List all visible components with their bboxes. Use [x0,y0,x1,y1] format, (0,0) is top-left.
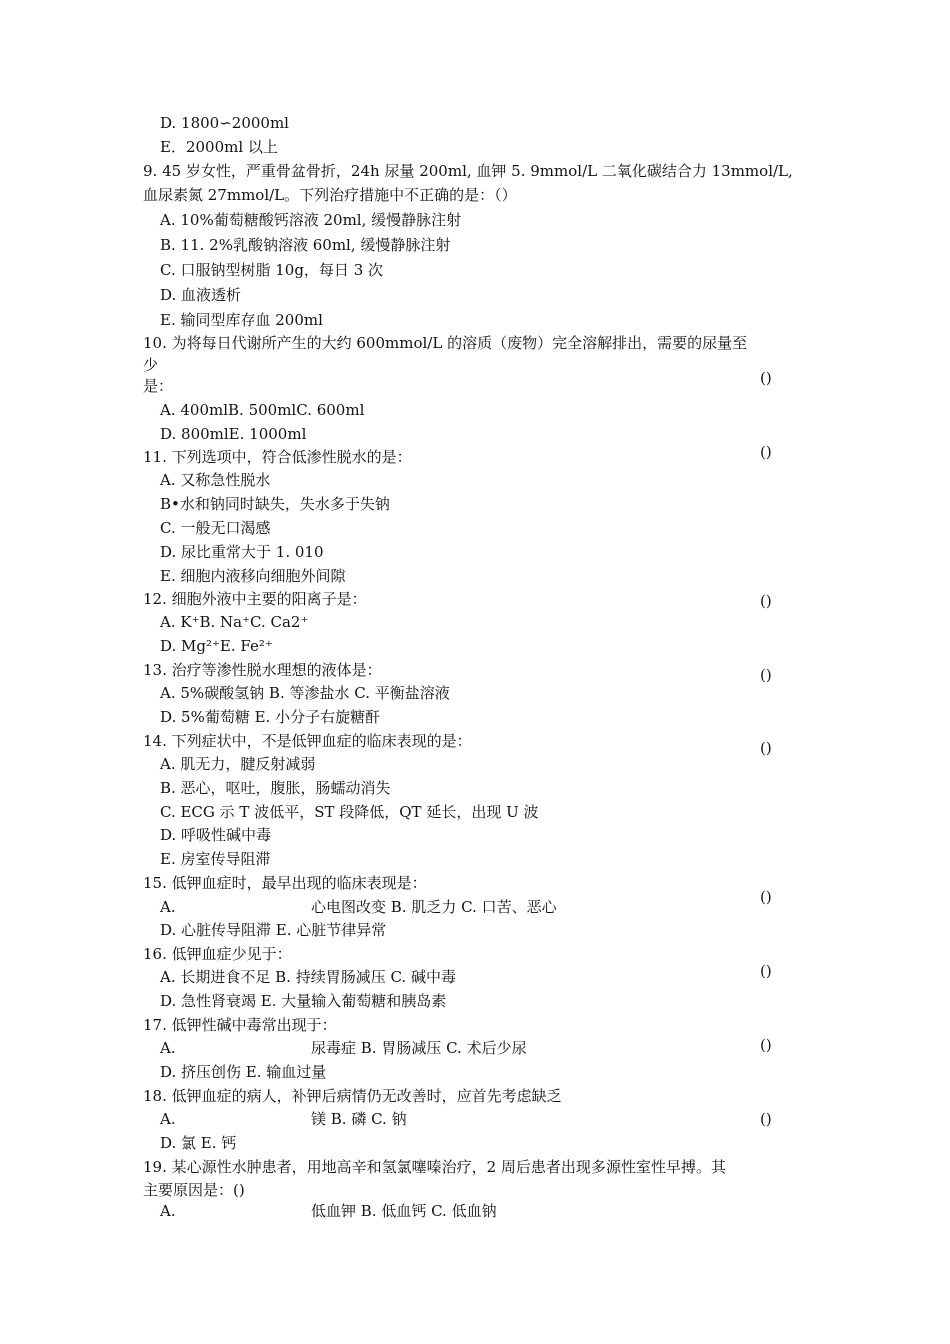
question-9-line: 血尿素氮 27mmol/L。下列治疗措施中不正确的是：（） [143,186,517,204]
question-10-line: 10. 为将每日代谢所产生的大约 600mmol/L 的溶质（废物）完全溶解排出，需要的尿量至 [143,334,748,352]
option-line: D. 1800∽2000ml [160,114,289,132]
question-15-line: 15. 低钾血症时，最早出现的临床表现是： [143,874,427,892]
option-line: C. 一般无口渴感 [160,519,271,537]
option-line: A. 肌无力，腱反射减弱 [160,755,316,773]
option-line: C. 口服钠型树脂 10g，每日 3 次 [160,261,384,279]
option-line: D. 血液透析 [160,286,242,304]
option-line: E. 输同型库存血 200ml [160,311,323,329]
question-17-line: 17. 低钾性碱中毒常出现于： [143,1016,337,1034]
answer-paren: () [760,666,772,684]
option-line: 低血钾 B. 低血钙 C. 低血钠 [311,1202,497,1220]
option-line: E. 房室传导阻滞 [160,850,271,868]
question-12-line: 12. 细胞外液中主要的阳离子是： [143,590,367,608]
option-line: A. 5%碳酸氢钠 B. 等渗盐水 C. 平衡盐溶液 [160,684,450,702]
option-label: A. [160,1202,176,1220]
answer-paren: () [760,1110,772,1128]
option-line: D. 心脏传导阻滞 E. 心脏节律异常 [160,921,387,939]
option-line: D. 5%葡萄糖 E. 小分子右旋糖酐 [160,708,381,726]
question-13-line: 13. 治疗等渗性脱水理想的液体是： [143,661,382,679]
option-line: B. 恶心，呕吐，腹胀，肠蠕动消失 [160,779,391,797]
option-label: A. [160,1110,176,1128]
option-line: D. 800mlE. 1000ml [160,425,307,443]
option-line: 尿毒症 B. 胃肠减压 C. 术后少尿 [311,1039,527,1057]
option-line: E. 细胞内液移向细胞外间隙 [160,567,346,585]
option-line: 心电图改变 B. 肌乏力 C. 口苦、恶心 [311,898,557,916]
option-line: A. 400mlB. 500mlC. 600ml [160,401,365,419]
answer-paren: () [760,962,772,980]
option-line: B•水和钠同时缺失，失水多于失钠 [160,495,390,513]
option-line: A. 长期进食不足 B. 持续胃肠减压 C. 碱中毒 [160,968,456,986]
answer-paren: () [760,1036,772,1054]
option-line: D. 挤压创伤 E. 输血过量 [160,1063,327,1081]
option-label: A. [160,898,176,916]
question-18-line: 18. 低钾血症的病人，补钾后病情仍无改善时，应首先考虑缺乏 [143,1087,562,1105]
option-line: D. 氯 E. 钙 [160,1134,237,1152]
option-line: D. 呼吸性碱中毒 [160,826,272,844]
answer-paren: () [760,369,772,387]
question-14-line: 14. 下列症状中，不是低钾血症的临床表现的是： [143,732,472,750]
question-10-line: 少 [143,356,159,374]
question-10-line: 是： [143,377,174,395]
answer-paren: () [760,443,772,461]
question-19-line: 19. 某心源性水肿患者，用地高辛和氢氯噻嗪治疗，2 周后患者出现多源性室性早搏。其 [143,1158,726,1176]
question-9-line: 9. 45 岁女性，严重骨盆骨折，24h 尿量 200ml, 血钾 5. 9mmol/L 二氧化碳结合力 13mmol/L, [143,162,793,180]
option-line: E．2000ml 以上 [160,138,278,156]
answer-paren: () [760,888,772,906]
answer-paren: () [760,739,772,757]
answer-paren: () [760,592,772,610]
option-line: B. 11. 2%乳酸钠溶液 60ml, 缓慢静脉注射 [160,236,451,254]
question-19-line: 主要原因是：() [143,1181,245,1199]
question-16-line: 16. 低钾血症少见于： [143,945,292,963]
option-line: A. 又称急性脱水 [160,471,271,489]
option-line: 镁 B. 磷 C. 钠 [311,1110,407,1128]
question-11-line: 11. 下列选项中，符合低渗性脱水的是： [143,448,412,466]
option-line: C. ECG 示 T 波低平，ST 段降低，QT 延长，出现 U 波 [160,803,539,821]
option-line: D. 急性肾衰竭 E. 大量输入葡萄糖和胰岛素 [160,992,447,1010]
option-line: D. Mg²⁺E. Fe²⁺ [160,637,273,655]
option-line: D. 尿比重常大于 1. 010 [160,543,324,561]
option-label: A. [160,1039,176,1057]
option-line: A. 10%葡萄糖酸钙溶液 20ml, 缓慢静脉注射 [160,211,462,229]
option-line: A. K⁺B. Na⁺C. Ca2⁺ [160,613,309,631]
